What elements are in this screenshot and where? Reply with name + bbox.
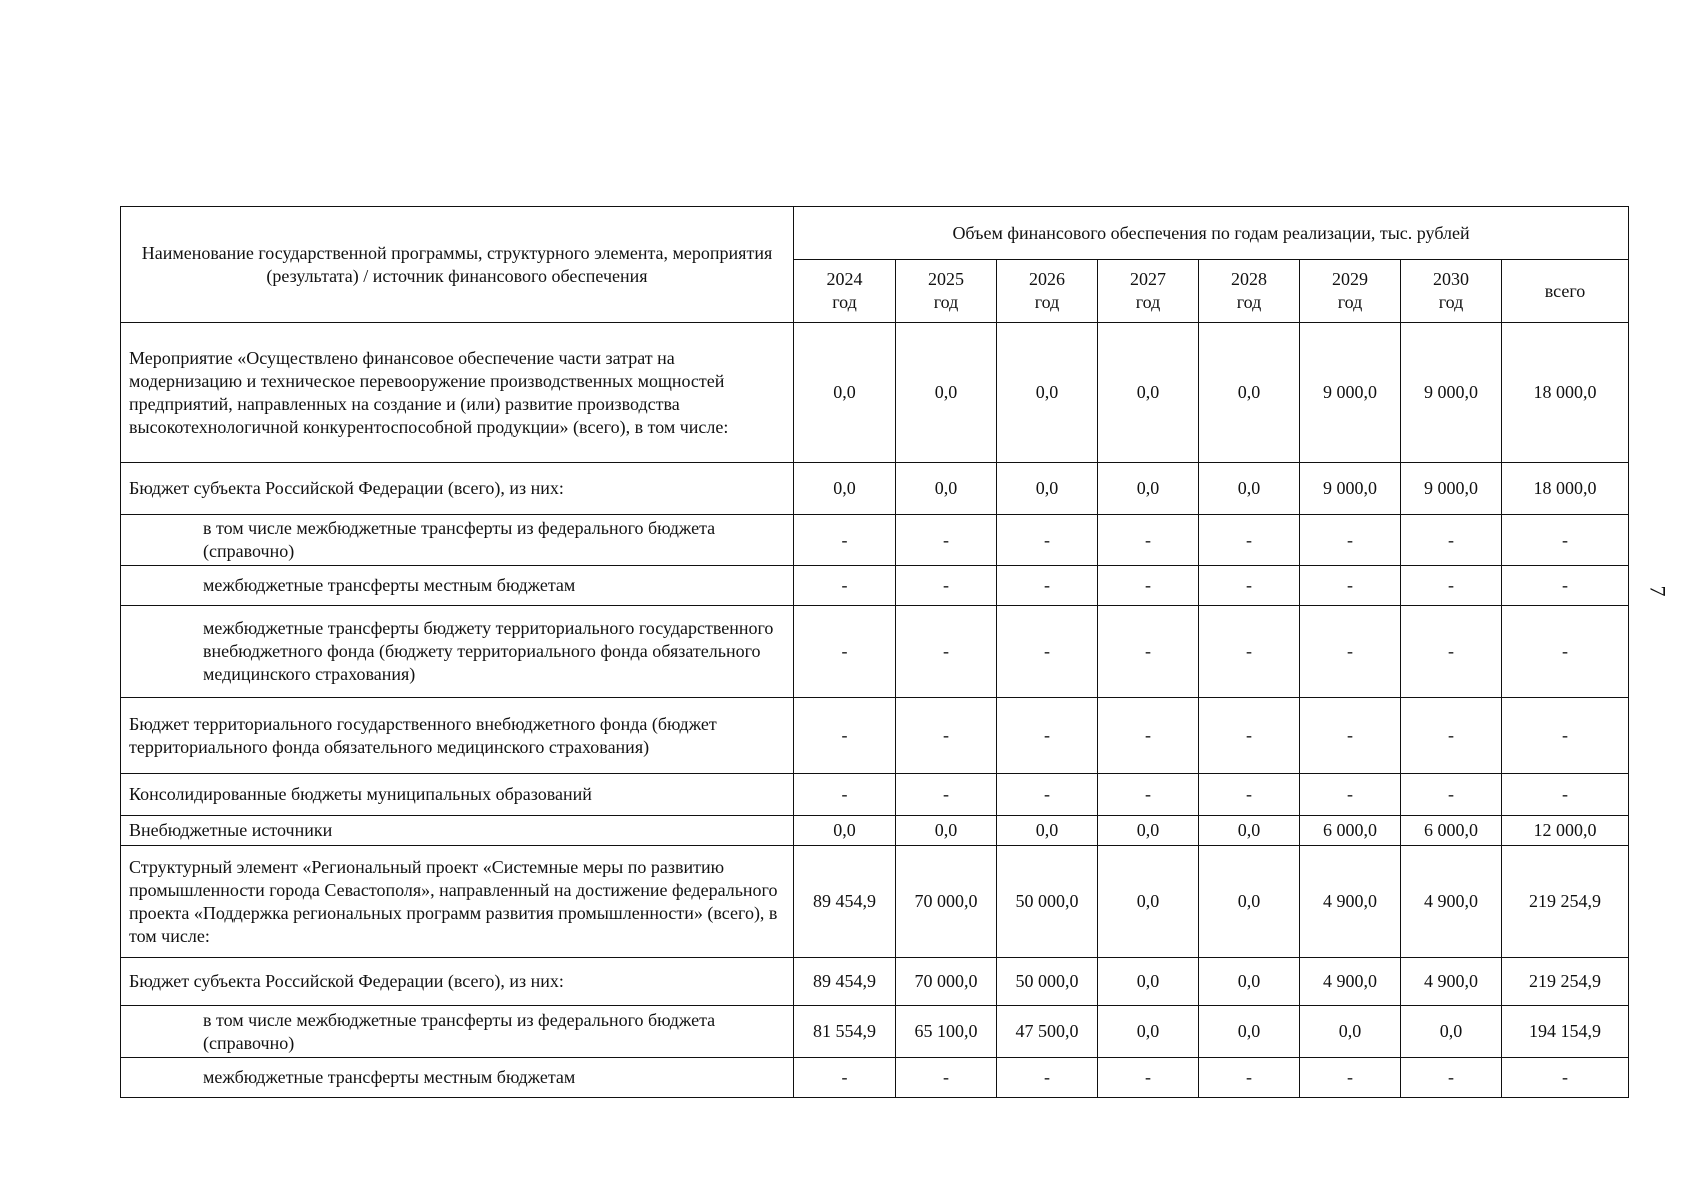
row-year-value: - <box>896 566 997 606</box>
row-year-value: - <box>896 515 997 566</box>
row-year-value: - <box>997 515 1098 566</box>
row-label: межбюджетные трансферты бюджету территориального государственного внебюджетного фонда (бюджету территориального фонда обязательного медицинского страхования) <box>121 606 794 698</box>
header-year-unit: год <box>832 292 857 312</box>
row-year-value: 0,0 <box>1300 1006 1401 1058</box>
row-label: Бюджет субъекта Российской Федерации (всего), из них: <box>121 958 794 1006</box>
table-row <box>121 1006 1629 1058</box>
row-year-value: 9 000,0 <box>1300 463 1401 515</box>
header-year-unit: год <box>1034 292 1060 312</box>
table-row <box>121 515 1629 566</box>
row-year-value: 0,0 <box>896 463 997 515</box>
row-year-value: - <box>896 774 997 816</box>
financing-table <box>120 206 1629 1098</box>
row-year-value: 0,0 <box>1199 463 1300 515</box>
table-row <box>121 606 1629 698</box>
row-year-value: 0,0 <box>896 323 997 463</box>
row-year-value: - <box>1401 515 1502 566</box>
header-name-cell: Наименование государственной программы, структурного элемента, мероприятия (результата) / источник финансового обеспечения <box>121 207 794 323</box>
row-year-value: 0,0 <box>1098 463 1199 515</box>
row-year-value: 89 454,9 <box>794 958 896 1006</box>
header-year-unit: год <box>1236 292 1262 312</box>
header-year-value: 2026 <box>1029 269 1065 289</box>
row-year-value: - <box>997 774 1098 816</box>
row-year-value: - <box>1300 774 1401 816</box>
row-year-value: 4 900,0 <box>1401 846 1502 958</box>
header-year-unit: год <box>1337 292 1363 312</box>
table-body <box>121 323 1629 1098</box>
row-year-value: 0,0 <box>1199 958 1300 1006</box>
table-row <box>121 816 1629 846</box>
row-year-value: 70 000,0 <box>896 846 997 958</box>
row-year-value: - <box>1098 566 1199 606</box>
row-year-value: 0,0 <box>1199 323 1300 463</box>
header-total: всего <box>1502 260 1629 323</box>
header-year-1 <box>896 260 997 323</box>
header-year-value: 2024 <box>826 269 863 289</box>
header-year-unit: год <box>1438 292 1464 312</box>
row-year-value: 0,0 <box>997 463 1098 515</box>
row-label: Структурный элемент «Региональный проект «Системные меры по развитию промышленности города Севастополя», направленный на достижение федерального проекта «Поддержка региональных программ развития промышленности» (всего), в том числе: <box>121 846 794 958</box>
row-year-value: 0,0 <box>794 323 896 463</box>
page-number: 7 <box>1645 585 1671 597</box>
row-year-value: 0,0 <box>1098 1006 1199 1058</box>
row-year-value: 4 900,0 <box>1300 846 1401 958</box>
row-year-value: 0,0 <box>896 816 997 846</box>
header-year-0 <box>794 260 896 323</box>
header-year-value: 2028 <box>1231 269 1267 289</box>
row-year-value: 47 500,0 <box>997 1006 1098 1058</box>
row-year-value: - <box>1199 515 1300 566</box>
row-label: межбюджетные трансферты местным бюджетам <box>121 566 794 606</box>
row-year-value: 0,0 <box>794 816 896 846</box>
header-year-3 <box>1098 260 1199 323</box>
row-year-value: 9 000,0 <box>1401 323 1502 463</box>
row-year-value: - <box>794 1058 896 1098</box>
row-year-value: - <box>1401 774 1502 816</box>
row-year-value: - <box>1098 698 1199 774</box>
row-total-value: 18 000,0 <box>1502 463 1629 515</box>
row-year-value: 9 000,0 <box>1300 323 1401 463</box>
row-total-value: 194 154,9 <box>1502 1006 1629 1058</box>
row-year-value: - <box>1401 698 1502 774</box>
header-year-value: 2030 <box>1433 269 1469 289</box>
row-year-value: - <box>1401 606 1502 698</box>
row-year-value: - <box>794 515 896 566</box>
row-year-value: 50 000,0 <box>997 846 1098 958</box>
row-total-value: - <box>1502 1058 1629 1098</box>
row-label: в том числе межбюджетные трансферты из федерального бюджета (справочно) <box>121 515 794 566</box>
row-year-value: 89 454,9 <box>794 846 896 958</box>
row-year-value: 0,0 <box>1401 1006 1502 1058</box>
row-year-value: 9 000,0 <box>1401 463 1502 515</box>
row-year-value: - <box>997 1058 1098 1098</box>
row-year-value: - <box>1098 774 1199 816</box>
row-year-value: - <box>1300 1058 1401 1098</box>
row-year-value: - <box>794 698 896 774</box>
row-year-value: 0,0 <box>1199 1006 1300 1058</box>
header-group-cell: Объем финансового обеспечения по годам реализации, тыс. рублей <box>794 207 1629 260</box>
row-year-value: 65 100,0 <box>896 1006 997 1058</box>
row-year-value: - <box>794 606 896 698</box>
row-year-value: - <box>1300 566 1401 606</box>
row-year-value: - <box>1098 1058 1199 1098</box>
row-year-value: 50 000,0 <box>997 958 1098 1006</box>
table-row <box>121 323 1629 463</box>
row-label: Бюджет территориального государственного внебюджетного фонда (бюджет территориального фонда обязательного медицинского страхования) <box>121 698 794 774</box>
header-year-value: 2027 <box>1130 269 1166 289</box>
row-year-value: - <box>896 606 997 698</box>
row-label: Бюджет субъекта Российской Федерации (всего), из них: <box>121 463 794 515</box>
row-year-value: 0,0 <box>1098 958 1199 1006</box>
row-year-value: - <box>997 566 1098 606</box>
row-label: Мероприятие «Осуществлено финансовое обеспечение части затрат на модернизацию и техническое перевооружение производственных мощностей предприятий, направленных на создание и (или) развитие производства высокотехнологичной конкурентоспособной продукции» (всего), в том числе: <box>121 323 794 463</box>
row-year-value: 0,0 <box>1199 846 1300 958</box>
row-label: Внебюджетные источники <box>121 816 794 846</box>
row-year-value: 0,0 <box>1098 846 1199 958</box>
table-row <box>121 958 1629 1006</box>
table-row <box>121 846 1629 958</box>
row-year-value: - <box>794 774 896 816</box>
table-row <box>121 698 1629 774</box>
row-year-value: 0,0 <box>1199 816 1300 846</box>
row-total-value: - <box>1502 515 1629 566</box>
row-year-value: - <box>1199 774 1300 816</box>
row-year-value: 0,0 <box>997 323 1098 463</box>
row-year-value: - <box>1300 698 1401 774</box>
row-year-value: - <box>997 698 1098 774</box>
row-year-value: - <box>1199 606 1300 698</box>
row-year-value: 0,0 <box>1098 323 1199 463</box>
row-year-value: 6 000,0 <box>1300 816 1401 846</box>
row-year-value: - <box>1098 606 1199 698</box>
row-total-value: - <box>1502 606 1629 698</box>
table-row <box>121 774 1629 816</box>
row-year-value: 4 900,0 <box>1401 958 1502 1006</box>
header-year-4 <box>1199 260 1300 323</box>
row-label: межбюджетные трансферты местным бюджетам <box>121 1058 794 1098</box>
row-year-value: - <box>1199 1058 1300 1098</box>
row-year-value: - <box>1300 606 1401 698</box>
row-year-value: 0,0 <box>1098 816 1199 846</box>
header-year-value: 2029 <box>1332 269 1368 289</box>
row-year-value: - <box>1401 566 1502 606</box>
row-total-value: 12 000,0 <box>1502 816 1629 846</box>
row-year-value: 0,0 <box>997 816 1098 846</box>
row-total-value: 219 254,9 <box>1502 958 1629 1006</box>
row-year-value: - <box>1300 515 1401 566</box>
table-row <box>121 566 1629 606</box>
row-year-value: 4 900,0 <box>1300 958 1401 1006</box>
header-year-6 <box>1401 260 1502 323</box>
row-year-value: - <box>896 1058 997 1098</box>
header-year-5 <box>1300 260 1401 323</box>
row-label: Консолидированные бюджеты муниципальных образований <box>121 774 794 816</box>
row-year-value: - <box>896 698 997 774</box>
table-row <box>121 1058 1629 1098</box>
row-year-value: - <box>997 606 1098 698</box>
row-total-value: - <box>1502 774 1629 816</box>
row-year-value: - <box>1199 698 1300 774</box>
row-label: в том числе межбюджетные трансферты из федерального бюджета (справочно) <box>121 1006 794 1058</box>
header-year-unit: год <box>1135 292 1161 312</box>
row-year-value: 6 000,0 <box>1401 816 1502 846</box>
row-year-value: - <box>1098 515 1199 566</box>
row-year-value: - <box>794 566 896 606</box>
row-year-value: - <box>1199 566 1300 606</box>
table-row <box>121 463 1629 515</box>
row-total-value: 18 000,0 <box>1502 323 1629 463</box>
header-year-2 <box>997 260 1098 323</box>
table-header <box>121 207 1629 323</box>
header-year-unit: год <box>933 292 959 312</box>
row-total-value: - <box>1502 566 1629 606</box>
row-year-value: - <box>1401 1058 1502 1098</box>
row-year-value: 81 554,9 <box>794 1006 896 1058</box>
row-total-value: 219 254,9 <box>1502 846 1629 958</box>
row-total-value: - <box>1502 698 1629 774</box>
row-year-value: 70 000,0 <box>896 958 997 1006</box>
header-year-value: 2025 <box>928 269 964 289</box>
row-year-value: 0,0 <box>794 463 896 515</box>
